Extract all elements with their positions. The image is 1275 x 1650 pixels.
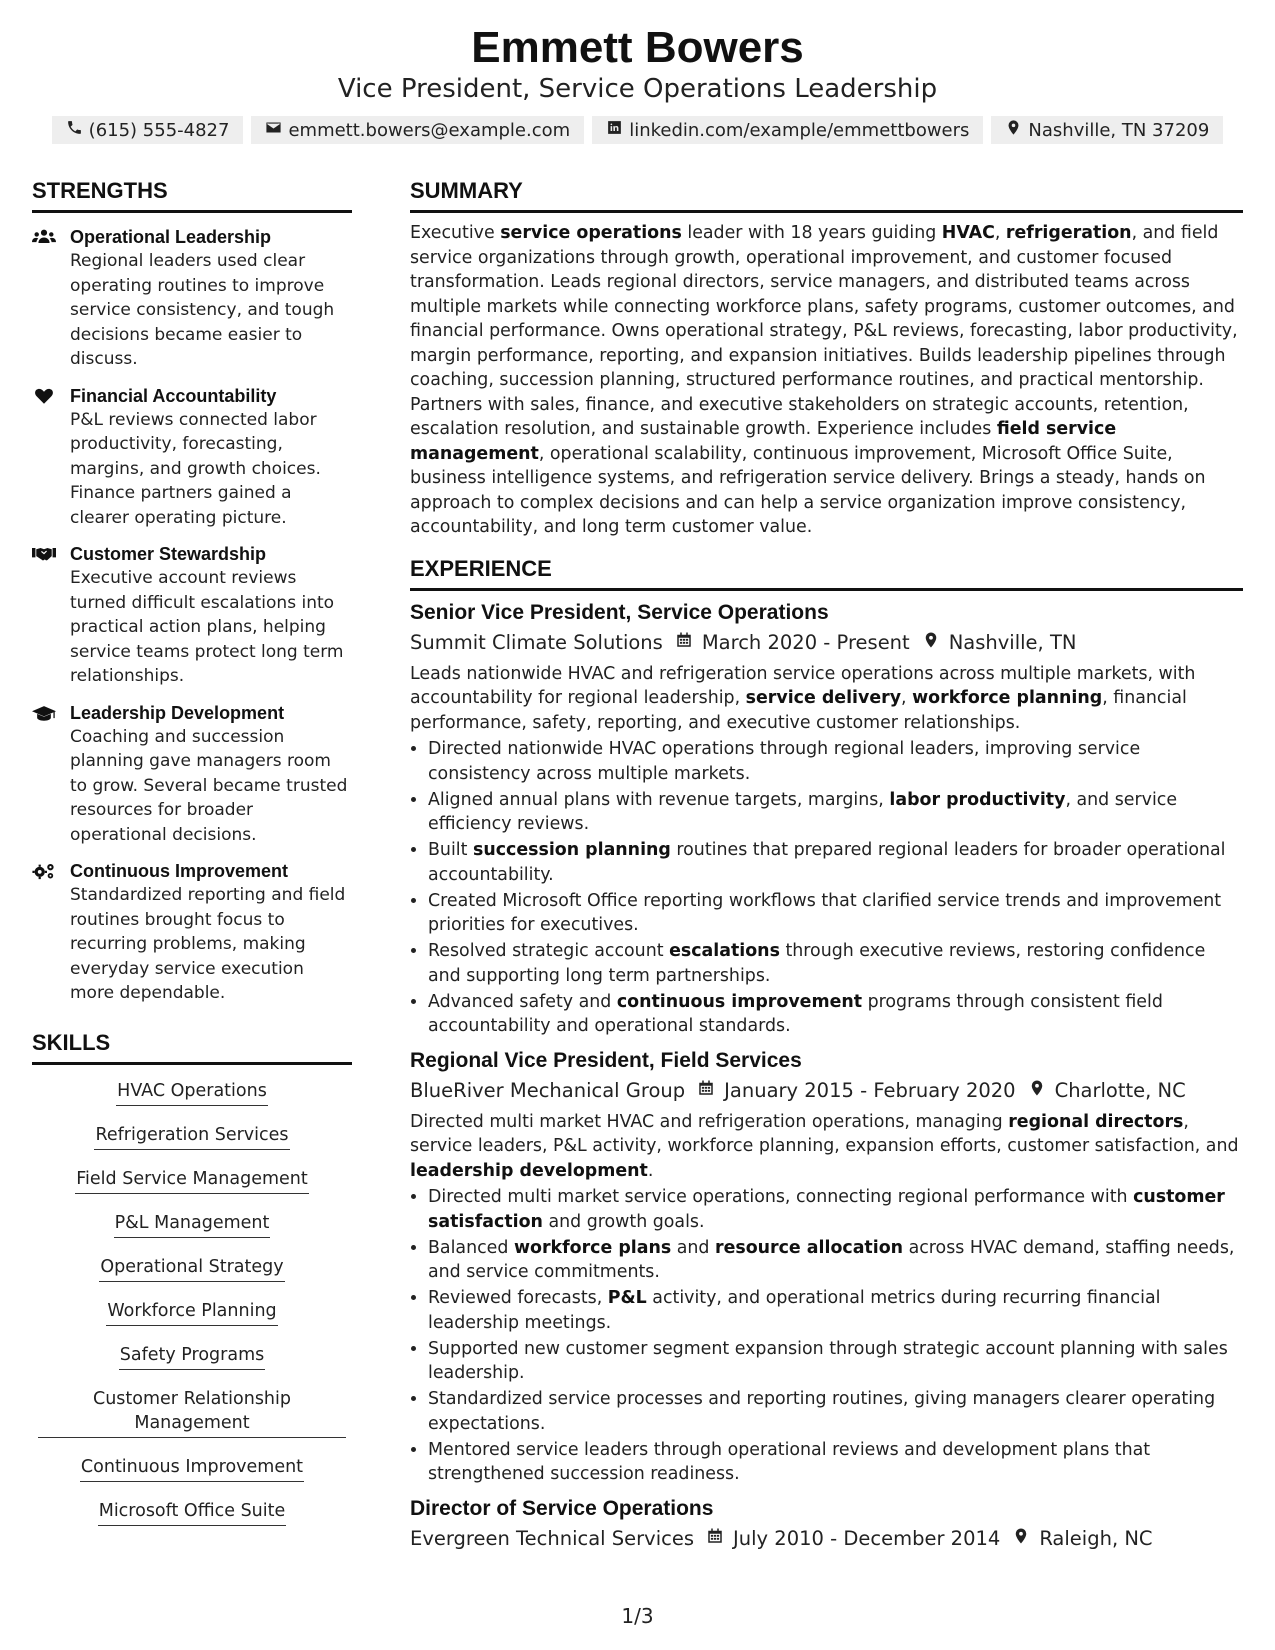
strength-title: Continuous Improvement xyxy=(70,861,289,881)
contact-email[interactable] xyxy=(251,116,584,144)
job-bullet: • Resolved strategic account escalations through executive reviews, restoring confidence and supporting long term partnerships. xyxy=(428,939,1243,988)
envelope-icon xyxy=(265,119,282,141)
job-bullet: • Balanced workforce plans and resource allocation across HVAC demand, staffing needs, and service commitments. xyxy=(428,1236,1243,1285)
job-bullet: • Mentored service leaders through operational reviews and development plans that strengthened succession readiness. xyxy=(428,1438,1243,1487)
job-company: Summit Climate Solutions xyxy=(410,630,663,654)
skill-tag: Customer Relationship Management xyxy=(38,1387,346,1438)
job-dates: January 2015 - February 2020 xyxy=(724,1078,1016,1102)
map-pin-icon xyxy=(1016,1076,1055,1106)
strength-text: Regional leaders used clear operating routines to improve service consistency, and tough decisions became easier to discuss. xyxy=(70,251,335,369)
job-entry xyxy=(410,1495,1243,1554)
job-bullet: • Created Microsoft Office reporting workflows that clarified service trends and improvement priorities for executives. xyxy=(428,889,1243,938)
linkedin-icon xyxy=(606,119,623,141)
skills-heading: SKILLS xyxy=(32,1028,352,1065)
strength-title: Operational Leadership xyxy=(70,227,272,247)
strength-item xyxy=(32,701,352,848)
strength-text: P&L reviews connected labor productivity, forecasting, margins, and growth choices. Finance partners gained a clearer operating picture. xyxy=(70,409,321,528)
job-bullet: • Directed multi market service operations, connecting regional performance with customer satisfaction and growth goals. xyxy=(428,1185,1243,1234)
skill-tag: Microsoft Office Suite xyxy=(98,1499,287,1526)
strength-item xyxy=(32,859,352,1006)
strength-text: Executive account reviews turned difficult escalations into practical action plans, helping service teams protect long term relationships. xyxy=(70,568,344,686)
job-meta xyxy=(410,628,1243,658)
job-entry xyxy=(410,599,1243,1039)
skill-tag: HVAC Operations xyxy=(116,1079,268,1106)
contact-phone-text: (615) 555-4827 xyxy=(88,119,230,141)
job-company: Evergreen Technical Services xyxy=(410,1526,695,1550)
job-location: Charlotte, NC xyxy=(1054,1078,1186,1102)
calendar-icon xyxy=(694,1524,733,1554)
candidate-name: Emmett Bowers xyxy=(471,23,804,72)
job-bullet: • Reviewed forecasts, P&L activity, and operational metrics during recurring financial leadership meetings. xyxy=(428,1286,1243,1335)
handshake-icon xyxy=(32,545,56,563)
map-pin-icon xyxy=(1005,119,1022,141)
summary-text: Executive service operations leader with 18 years guiding HVAC, refrigeration, and field service organizations through growth, operational improvement, and customer focused transformation. Leads regional directors, service managers, and distributed teams across multiple markets while connecting workforce plans, safety programs, customer outcomes, and financial performance. Owns operational strategy, P&L reviews, forecasting, labor productivity, margin performance, reporting, and expansion initiatives. Builds leadership pipelines through coaching, succession planning, structured performance routines, and practical mentorship. Partners with sales, finance, and executive stakeholders on strategic accounts, retention, escalation resolution, and sustainable growth. Experience includes field service management, operational scalability, continuous improvement, Microsoft Office Suite, business intelligence systems, and refrigeration service delivery. Brings a steady, hands on approach to complex decisions and can help a service organization improve consistency, accountability, and long term customer value. xyxy=(410,223,1238,537)
job-company: BlueRiver Mechanical Group xyxy=(410,1078,686,1102)
phone-icon xyxy=(66,119,83,141)
contact-linkedin-text: linkedin.com/example/emmettbowers xyxy=(629,119,970,141)
contact-email-text: emmett.bowers@example.com xyxy=(288,119,571,141)
experience-list xyxy=(410,599,1243,1554)
job-bullets xyxy=(410,737,1243,1039)
map-pin-icon xyxy=(1000,1524,1039,1554)
job-bullet: • Advanced safety and continuous improvement programs through consistent field accountability and operational standards. xyxy=(428,990,1243,1039)
job-description: Leads nationwide HVAC and refrigeration service operations across multiple markets, with accountability for regional leadership, service delivery, workforce planning, financial performance, safety, reporting, and executive customer relationships. xyxy=(410,663,1196,733)
skill-tag: Continuous Improvement xyxy=(80,1455,304,1482)
job-bullet: • Standardized service processes and reporting routines, giving managers clearer operating expectations. xyxy=(428,1387,1243,1436)
contact-location xyxy=(991,116,1223,144)
skill-tag: Operational Strategy xyxy=(99,1255,284,1282)
job-title: Director of Service Operations xyxy=(410,1496,714,1520)
strength-title: Financial Accountability xyxy=(70,385,277,406)
map-pin-icon xyxy=(910,628,949,658)
job-meta xyxy=(410,1076,1243,1106)
skill-tag: Refrigeration Services xyxy=(94,1123,289,1150)
heart-icon xyxy=(32,387,56,405)
job-dates: July 2010 - December 2014 xyxy=(733,1526,1001,1550)
job-meta xyxy=(410,1524,1243,1554)
right-column xyxy=(410,176,1243,1554)
strength-title: Leadership Development xyxy=(70,702,285,723)
skills-list xyxy=(32,1079,352,1543)
job-bullet: • Aligned annual plans with revenue targets, margins, labor productivity, and service efficiency reviews. xyxy=(428,788,1243,837)
strength-item xyxy=(32,225,352,372)
strength-text: Coaching and succession planning gave managers room to grow. Several became trusted resources for broader operational decisions. xyxy=(70,726,348,845)
summary-heading: SUMMARY xyxy=(410,176,1243,213)
job-bullet: • Built succession planning routines that prepared regional leaders for broader operational accountability. xyxy=(428,838,1243,887)
contact-linkedin[interactable] xyxy=(592,116,983,144)
contact-bar xyxy=(0,116,1275,144)
job-bullet: • Directed nationwide HVAC operations through regional leaders, improving service consistency across multiple markets. xyxy=(428,737,1243,786)
resume-header xyxy=(0,22,1275,144)
calendar-icon xyxy=(685,1076,724,1106)
strength-item xyxy=(32,542,352,689)
job-title: Regional Vice President, Field Services xyxy=(410,1048,802,1072)
strength-text: Standardized reporting and field routines brought focus to recurring problems, making everyday service execution more dependable. xyxy=(70,885,346,1003)
strength-title: Customer Stewardship xyxy=(70,544,267,564)
skill-tag: Workforce Planning xyxy=(106,1299,277,1326)
calendar-icon xyxy=(663,628,702,658)
users-icon xyxy=(32,228,56,246)
graduation-cap-icon xyxy=(32,704,56,722)
experience-heading: EXPERIENCE xyxy=(410,554,1243,591)
strength-item xyxy=(32,384,352,531)
job-title: Senior Vice President, Service Operations xyxy=(410,600,829,624)
strengths-heading: STRENGTHS xyxy=(32,176,352,213)
job-bullet: • Supported new customer segment expansion through strategic account planning with sales leadership. xyxy=(428,1337,1243,1386)
contact-location-text: Nashville, TN 37209 xyxy=(1028,119,1210,141)
contact-phone[interactable] xyxy=(52,116,244,144)
skill-tag: P&L Management xyxy=(114,1211,271,1238)
job-description: Directed multi market HVAC and refrigeration operations, managing regional directors, service leaders, P&L activity, workforce planning, expansion efforts, customer satisfaction, and leadership development. xyxy=(410,1111,1239,1181)
page-number: 1/3 xyxy=(621,1604,654,1628)
job-dates: March 2020 - Present xyxy=(701,630,910,654)
skill-tag: Field Service Management xyxy=(75,1167,308,1194)
skill-tag: Safety Programs xyxy=(119,1343,266,1370)
gears-icon xyxy=(32,862,56,880)
job-location: Nashville, TN xyxy=(948,630,1077,654)
left-column xyxy=(32,176,352,1543)
job-bullets xyxy=(410,1185,1243,1487)
candidate-title: Vice President, Service Operations Leadership xyxy=(337,74,938,104)
job-location: Raleigh, NC xyxy=(1039,1526,1153,1550)
job-entry xyxy=(410,1047,1243,1487)
